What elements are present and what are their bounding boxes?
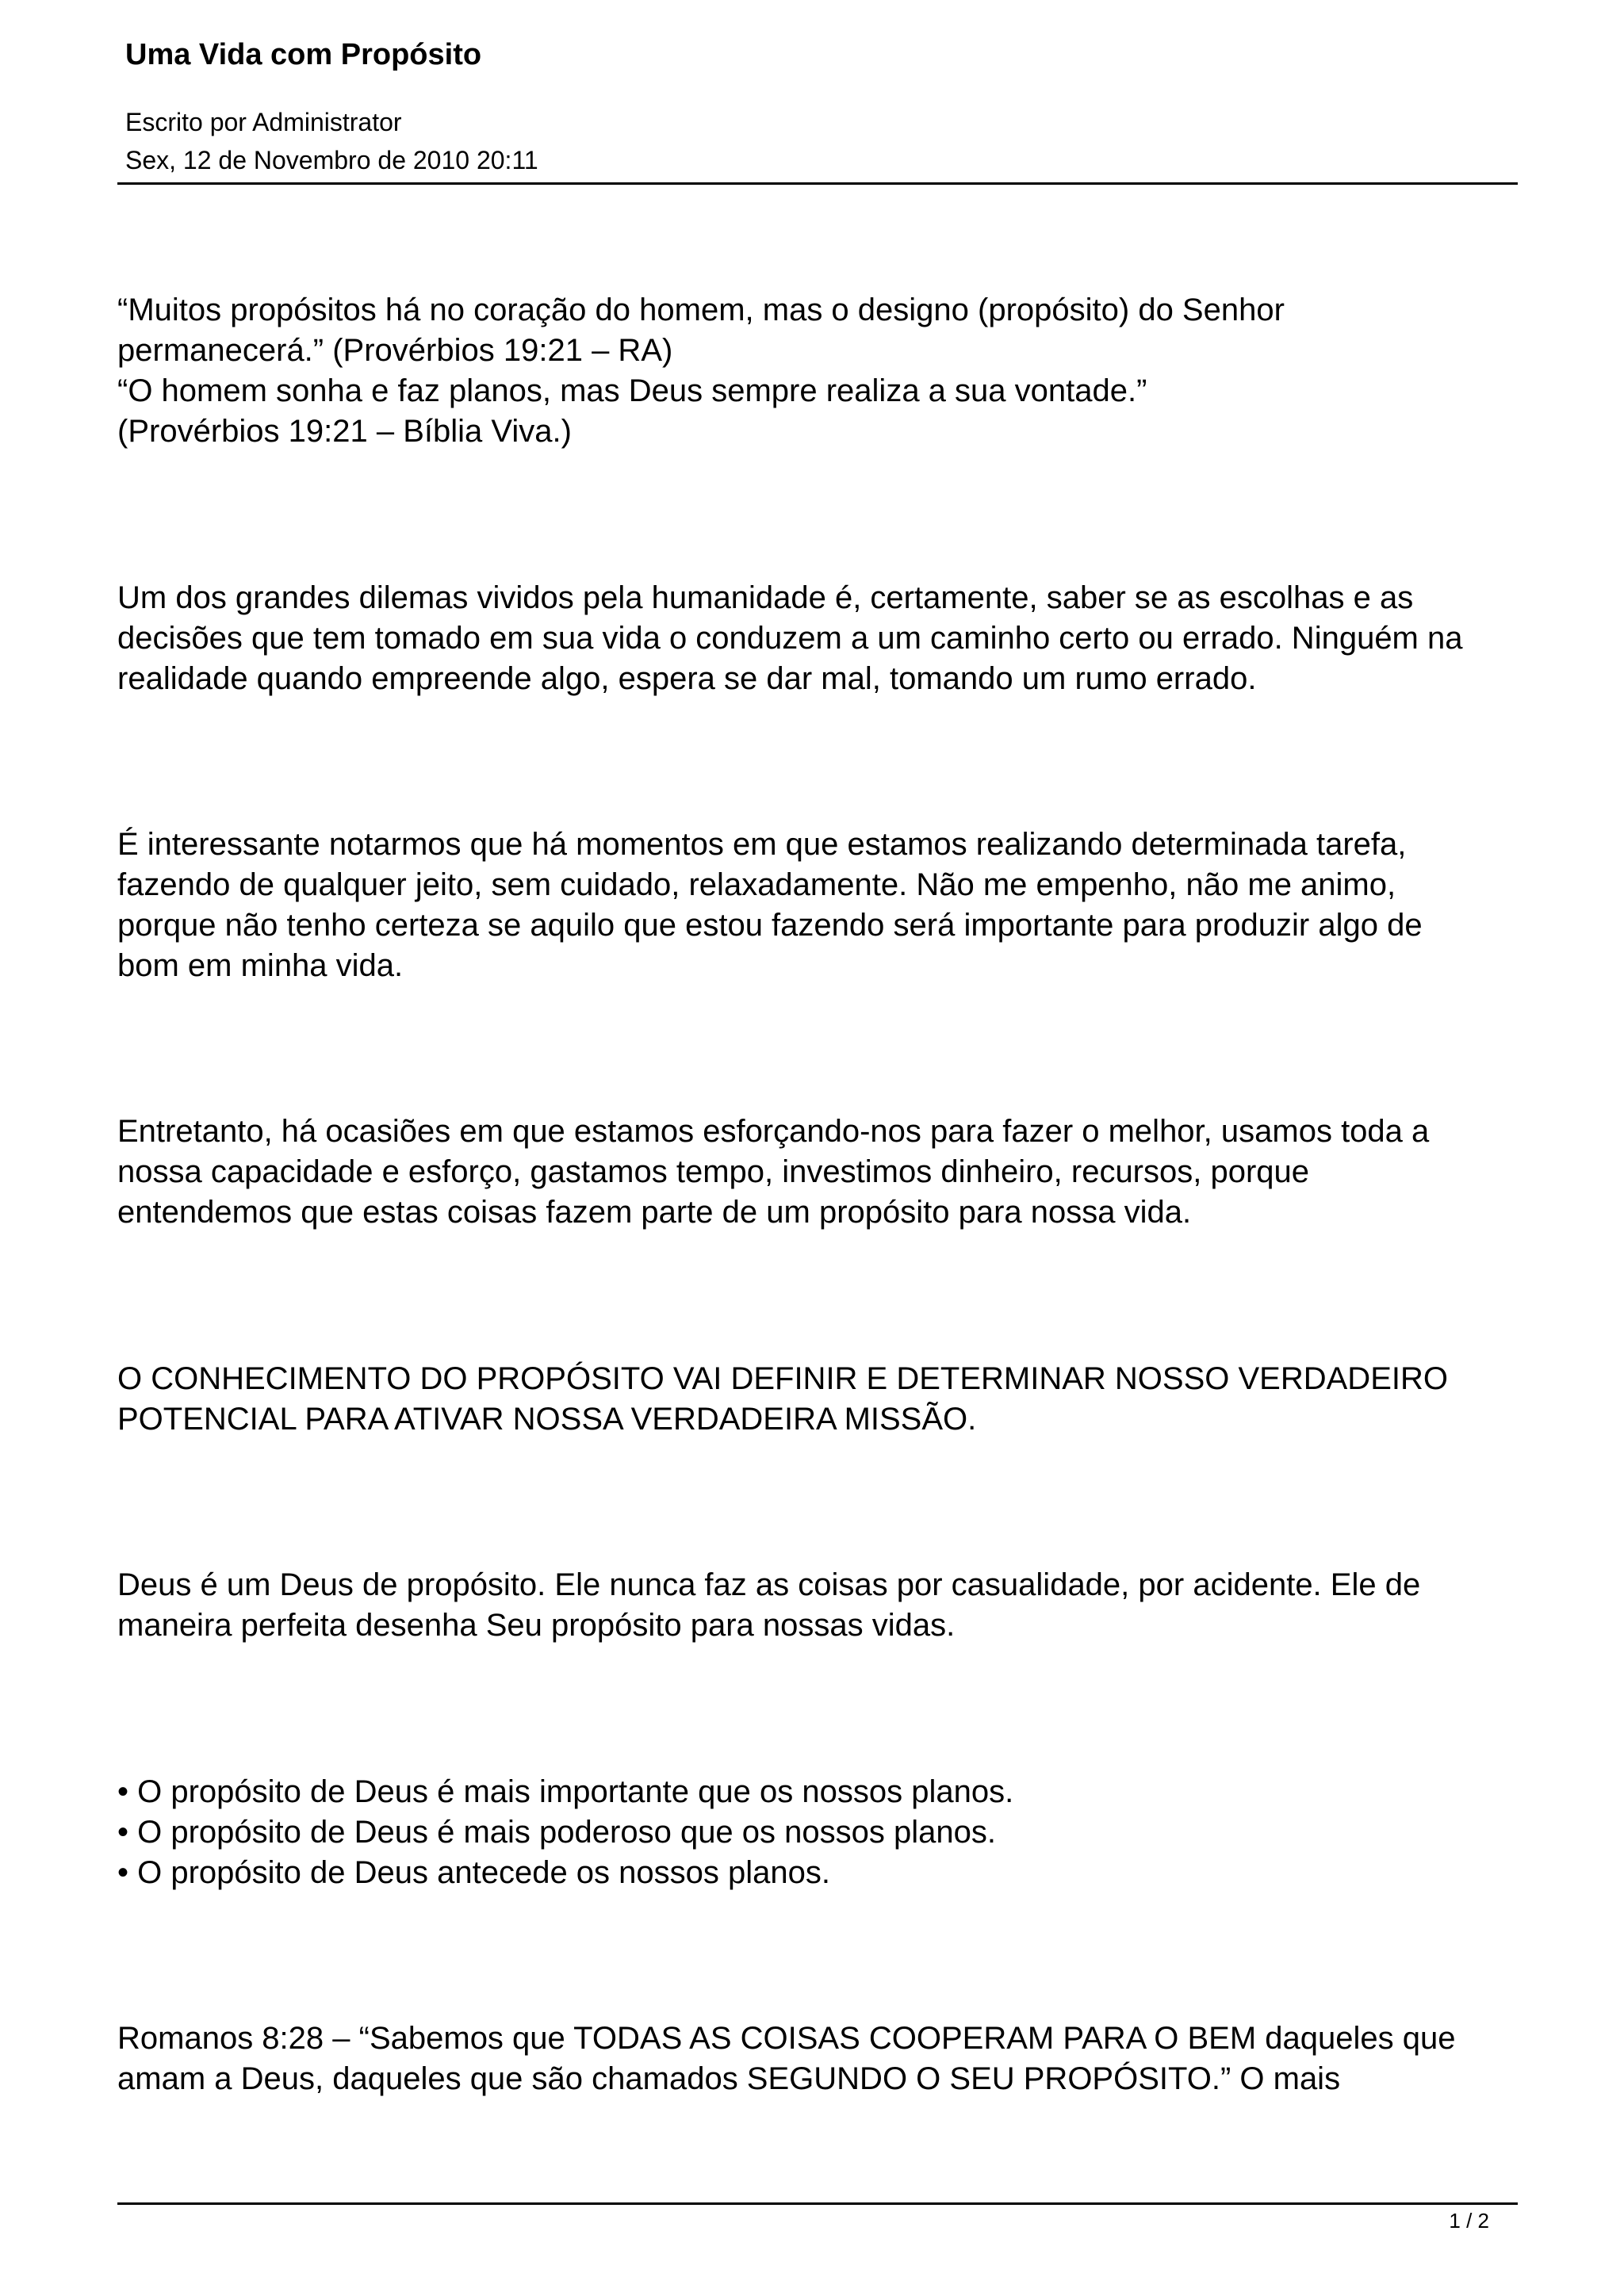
article-title: Uma Vida com Propósito xyxy=(125,38,482,71)
text-line: É interessante notarmos que há momentos em que estamos realizando determinada tarefa, xyxy=(117,827,1407,862)
text-line: decisões que tem tomado em sua vida o conduzem a um caminho certo ou errado. Ninguém na xyxy=(117,621,1463,656)
text-line: bom em minha vida. xyxy=(117,948,404,983)
text-line: “Muitos propósitos há no coração do homem, mas o designo (propósito) do Senhor xyxy=(117,293,1285,327)
body-paragraph xyxy=(117,1112,1537,1233)
text-line: maneira perfeita desenha Seu propósito para nossas vidas. xyxy=(117,1608,956,1643)
text-line: POTENCIAL PARA ATIVAR NOSSA VERDADEIRA MISSÃO. xyxy=(117,1402,977,1437)
author-line: Escrito por Administrator xyxy=(125,108,402,136)
text-line: fazendo de qualquer jeito, sem cuidado, relaxadamente. Não me empenho, não me animo, xyxy=(117,867,1396,902)
header-divider xyxy=(117,182,1518,185)
text-line: Entretanto, há ocasiões em que estamos esforçando-nos para fazer o melhor, usamos toda a xyxy=(117,1114,1430,1149)
list-item: • O propósito de Deus é mais poderoso que os nossos planos. xyxy=(117,1815,996,1850)
date-line: Sex, 12 de Novembro de 2010 20:11 xyxy=(125,146,538,174)
text-line: Romanos 8:28 – “Sabemos que TODAS AS COISAS COOPERAM PARA O BEM daqueles que xyxy=(117,2021,1456,2056)
text-line: Deus é um Deus de propósito. Ele nunca faz as coisas por casualidade, por acidente. Ele de xyxy=(117,1567,1421,1602)
text-line: permanecerá.” (Provérbios 19:21 – RA) xyxy=(117,333,673,368)
emphasis-paragraph xyxy=(117,1359,1537,1440)
text-line: O CONHECIMENTO DO PROPÓSITO VAI DEFINIR E DETERMINAR NOSSO VERDADEIRO xyxy=(117,1361,1448,1396)
body-paragraph xyxy=(117,1565,1537,1646)
body-paragraph xyxy=(117,578,1537,699)
text-line: amam a Deus, daqueles que são chamados SEGUNDO O SEU PROPÓSITO.” O mais xyxy=(117,2061,1341,2096)
body-paragraph xyxy=(117,825,1537,986)
list-item: • O propósito de Deus é mais importante que os nossos planos. xyxy=(117,1774,1014,1809)
text-line: nossa capacidade e esforço, gastamos tempo, investimos dinheiro, recursos, porque xyxy=(117,1154,1310,1189)
footer-divider xyxy=(117,2202,1518,2205)
epigraph-paragraph xyxy=(117,290,1537,452)
bullet-list xyxy=(117,1772,1537,1893)
list-item: • O propósito de Deus antecede os nossos planos. xyxy=(117,1855,831,1890)
text-line: realidade quando empreende algo, espera se dar mal, tomando um rumo errado. xyxy=(117,661,1257,696)
page-number: 1 / 2 xyxy=(1449,2209,1489,2233)
text-line: Um dos grandes dilemas vividos pela humanidade é, certamente, saber se as escolhas e as xyxy=(117,580,1414,615)
text-line: “O homem sonha e faz planos, mas Deus sempre realiza a sua vontade.” xyxy=(117,373,1147,408)
text-line: entendemos que estas coisas fazem parte de um propósito para nossa vida. xyxy=(117,1195,1192,1230)
body-paragraph xyxy=(117,2019,1537,2099)
article-meta xyxy=(125,103,538,179)
text-line: porque não tenho certeza se aquilo que estou fazendo será importante para produzir algo de xyxy=(117,908,1423,943)
text-line: (Provérbios 19:21 – Bíblia Viva.) xyxy=(117,414,572,449)
